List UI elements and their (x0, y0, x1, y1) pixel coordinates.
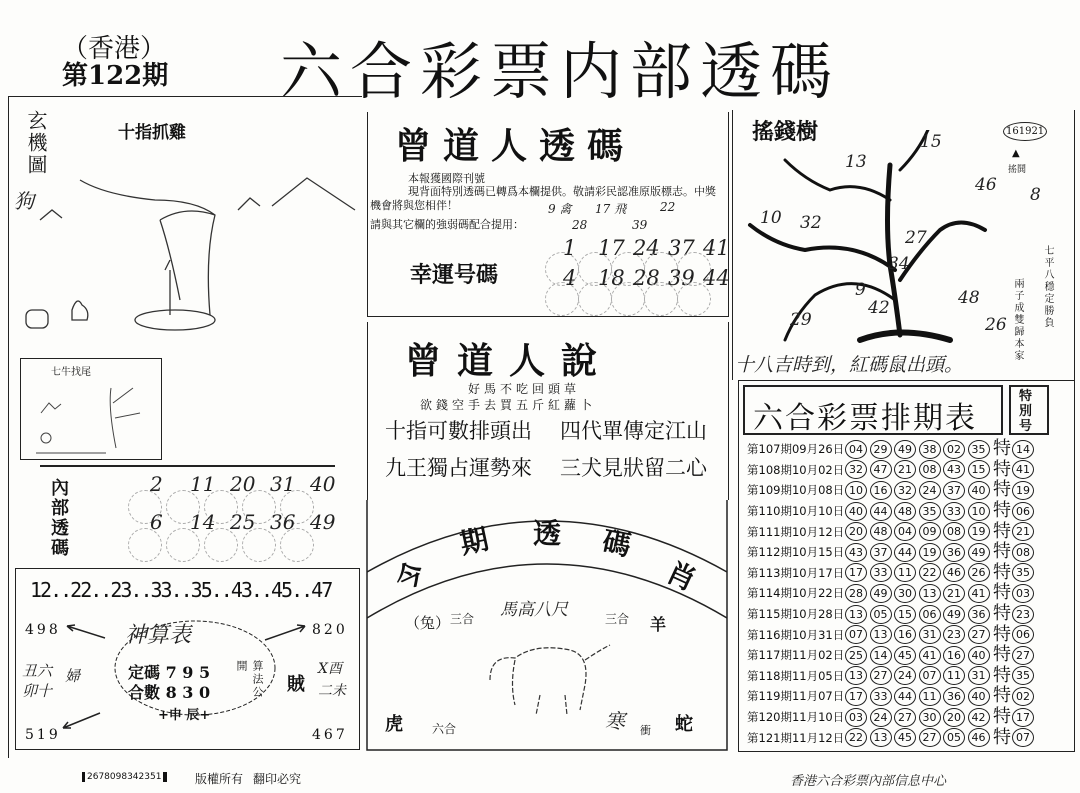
number-ball: 47 (870, 460, 892, 479)
row-label: 第111期10月12日 (747, 524, 845, 539)
tz-title: 曾道人透碼 (395, 125, 636, 167)
calc-bottom-left: 519 (25, 727, 61, 743)
table-row (747, 521, 1037, 542)
inside-number: 20 (230, 472, 256, 496)
number-ball: 24 (894, 666, 916, 685)
puzzle-illustration (10, 160, 360, 350)
special-mark: 特 (993, 685, 1011, 707)
calc-top-left: 498 (25, 622, 61, 638)
lucky-number: 17 (598, 236, 625, 260)
calc-top-right: 820 (312, 622, 348, 638)
number-ball: 32 (894, 481, 916, 500)
special-mark: 特 (993, 726, 1011, 748)
number-ball: 41 (968, 584, 990, 603)
number-ball: 20 (845, 522, 867, 541)
arc-char-4: 碼 (599, 524, 634, 563)
table-row (747, 480, 1037, 501)
zodiac-rabbit: （兔） (405, 614, 451, 632)
puzzle-answer: 狗 (14, 189, 34, 213)
number-ball: 06 (919, 605, 941, 624)
zodiac-cold: 寒 (605, 709, 625, 733)
issue-number: 第122期 (62, 61, 169, 91)
number-ball: 48 (870, 522, 892, 541)
number-ball: 44 (894, 543, 916, 562)
number-ball: 36 (968, 605, 990, 624)
special-ball: 21 (1012, 522, 1034, 541)
lucky-number: 37 (668, 236, 695, 260)
table-row (747, 624, 1037, 645)
special-mark: 特 (993, 561, 1011, 583)
page-title: 六合彩票内部透碼 (280, 35, 841, 108)
number-ball: 48 (894, 502, 916, 521)
row-label: 第114期10月22日 (747, 586, 845, 601)
number-ball: 17 (845, 687, 867, 706)
zodiac-snake: 蛇 (675, 714, 693, 735)
number-ball: 15 (968, 460, 990, 479)
number-ball: 37 (870, 543, 892, 562)
special-ball: 14 (1012, 440, 1034, 459)
number-ball: 36 (943, 543, 965, 562)
stamp-sub: 搖鬨 (1008, 165, 1027, 175)
puzzle-title: 十指抓雞 (118, 123, 186, 143)
number-ball: 27 (968, 625, 990, 644)
sum-code (128, 680, 210, 703)
number-ball: 27 (870, 666, 892, 685)
row-label: 第112期10月15日 (747, 545, 845, 560)
number-ball: 13 (870, 625, 892, 644)
tz-line-2: 現背面特別透碼已轉爲本欄提供。敬請彩民認准原版標志。中獎機會將與您相伴！ (370, 185, 716, 212)
tree-number: 13 (845, 152, 867, 172)
special-ball: 19 (1012, 481, 1034, 500)
number-ball: 41 (919, 646, 941, 665)
number-ball: 31 (919, 625, 941, 644)
stamp: 161921 (1003, 122, 1047, 141)
tree-slogan: 十八吉時到，紅碼鼠出頭。 (735, 354, 964, 376)
handwritten-note: 28 (572, 218, 588, 232)
table-row (747, 460, 1037, 481)
schedule-table (738, 380, 1075, 752)
special-mark: 特 (993, 541, 1011, 563)
tree-number: 27 (905, 228, 927, 248)
number-ball: 43 (845, 543, 867, 562)
row-label: 第119期11月07日 (747, 689, 845, 704)
special-ball: 35 (1012, 563, 1034, 582)
table-row (747, 727, 1037, 748)
number-ball: 44 (894, 687, 916, 706)
number-ball: 23 (943, 625, 965, 644)
number-ball: 05 (870, 605, 892, 624)
special-ball: 08 (1012, 543, 1034, 562)
handwritten-note: 17 飛 (595, 202, 627, 216)
special-mark: 特 (993, 603, 1011, 625)
right-mark: 賊 (287, 674, 305, 695)
number-ball: 07 (845, 625, 867, 644)
row-label: 第110期10月10日 (747, 504, 845, 519)
number-ball: 25 (845, 646, 867, 665)
number-ball: 36 (943, 687, 965, 706)
special-mark: 特 (993, 438, 1011, 460)
special-ball: 07 (1012, 728, 1034, 747)
fixed-label: 定碼 (128, 663, 161, 682)
small-puzzle-box (20, 358, 162, 460)
number-ball: 27 (894, 708, 916, 727)
special-mark: 特 (993, 479, 1011, 501)
table-row (747, 501, 1037, 522)
tree-number: 9 (855, 280, 866, 300)
number-ball: 35 (919, 502, 941, 521)
calc-title: 神算表 (125, 623, 192, 648)
number-ball: 17 (845, 563, 867, 582)
number-ball: 09 (919, 522, 941, 541)
number-ball: 22 (845, 728, 867, 747)
special-ball: 27 (1012, 646, 1034, 665)
number-ball: 16 (894, 625, 916, 644)
arc-char-3: 透 (533, 517, 562, 550)
number-ball: 44 (870, 502, 892, 521)
number-ball: 40 (968, 646, 990, 665)
number-ball: 21 (894, 460, 916, 479)
lucky-number: 1 (563, 236, 577, 260)
tree-title: 搖錢樹 (752, 119, 819, 145)
zodiac-chong: 衝 (640, 724, 651, 737)
number-ball: 26 (968, 563, 990, 582)
special-header-box (1009, 385, 1049, 435)
number-ball: 40 (968, 481, 990, 500)
tree-number: 46 (975, 175, 997, 195)
handwritten-note: 39 (632, 218, 648, 232)
puzzle-label: 玄機圖 (24, 110, 48, 176)
inside-number: 49 (310, 510, 336, 534)
say-line-3: 九王獨占運勢來 (385, 456, 532, 480)
inside-number: 2 (150, 472, 163, 496)
number-ball: 46 (968, 728, 990, 747)
row-label: 第117期11月02日 (747, 648, 845, 663)
stamp-triangle-icon: ▲ (1012, 148, 1020, 159)
table-row (747, 707, 1037, 728)
say-line-4: 三犬見狀留二心 (560, 456, 707, 480)
table-row (747, 542, 1037, 563)
number-ball: 46 (943, 563, 965, 582)
lucky-number: 4 (563, 266, 577, 290)
arc-char-1: 今 (389, 555, 430, 598)
say-title: 曾道人說 (405, 340, 614, 382)
special-ball: 41 (1012, 460, 1034, 479)
number-ball: 19 (968, 522, 990, 541)
number-ball: 38 (919, 440, 941, 459)
zodiac-horse: 馬高八尺 (500, 600, 568, 620)
number-ball: 45 (894, 728, 916, 747)
table-title-box (743, 385, 1003, 435)
small-box-title: 七牛找尾 (51, 367, 91, 378)
lucky-number: 28 (633, 266, 660, 290)
special-ball: 02 (1012, 687, 1034, 706)
number-ball: 10 (845, 481, 867, 500)
number-ball: 33 (870, 687, 892, 706)
number-ball: 08 (919, 460, 941, 479)
tz-line-1: 本報獲國際刊號 (408, 172, 485, 185)
number-ball: 24 (870, 708, 892, 727)
special-ball: 23 (1012, 605, 1034, 624)
lucky-number: 18 (598, 266, 625, 290)
number-ball: 35 (968, 440, 990, 459)
number-ball: 37 (943, 481, 965, 500)
inside-number: 25 (230, 510, 256, 534)
calc-bottom-right: 467 (312, 727, 348, 743)
special-mark: 特 (993, 520, 1011, 542)
number-ball: 13 (845, 605, 867, 624)
number-ball: 15 (894, 605, 916, 624)
special-mark: 特 (993, 706, 1011, 728)
footer-center: 香港六合彩票內部信息中心 (790, 774, 947, 789)
special-ball: 17 (1012, 708, 1034, 727)
number-ball: 11 (943, 666, 965, 685)
tree-number: 42 (868, 298, 890, 318)
number-ball: 05 (943, 728, 965, 747)
tree-vert-1: 七平八穩定勝負 (1042, 245, 1053, 329)
inside-number: 31 (270, 472, 296, 496)
special-mark: 特 (993, 458, 1011, 480)
inside-number: 14 (190, 510, 216, 534)
number-ball: 10 (968, 502, 990, 521)
row-label: 第116期10月31日 (747, 627, 845, 642)
table-row (747, 686, 1037, 707)
rights-text: 版權所有 (195, 772, 244, 786)
table-title: 六合彩票排期表 (753, 401, 977, 436)
table-row (747, 583, 1037, 604)
row-label: 第107期09月26日 (747, 442, 845, 457)
number-ball: 13 (919, 584, 941, 603)
right-note-2: 二未 (318, 683, 346, 699)
inside-label: 內部透碼 (48, 478, 69, 558)
number-ball: 49 (870, 584, 892, 603)
tree-number: 29 (790, 310, 812, 330)
table-row (747, 604, 1037, 625)
handwritten-note: 22 (660, 200, 676, 214)
number-ball: 03 (845, 708, 867, 727)
number-ball: 42 (968, 708, 990, 727)
number-ball: 13 (870, 728, 892, 747)
number-ball: 02 (943, 440, 965, 459)
row-label: 第108期10月02日 (747, 462, 845, 477)
fixed-value: 7 9 5 (165, 663, 211, 682)
number-ball: 49 (894, 440, 916, 459)
arc-char-2: 期 (457, 522, 492, 561)
sum-value: 8 3 0 (165, 683, 211, 702)
number-ball: 49 (943, 605, 965, 624)
region-label: （香港） (62, 34, 167, 64)
number-ball: 22 (919, 563, 941, 582)
table-row (747, 645, 1037, 666)
small-box-illustration (21, 373, 161, 459)
number-ball: 16 (870, 481, 892, 500)
inside-number: 36 (270, 510, 296, 534)
calc-numbers: 12..22..23..33..35..43..45..47 (30, 578, 332, 602)
sum-label: 合數 (128, 683, 161, 702)
say-line-2: 四代單傳定江山 (560, 419, 707, 443)
lucky-number: 41 (703, 236, 730, 260)
left-note-2: 卯十 (22, 682, 53, 700)
tree-number: 48 (958, 288, 980, 308)
lucky-number: 44 (703, 266, 730, 290)
tree-number: 26 (985, 315, 1007, 335)
special-mark: 特 (993, 664, 1011, 686)
lucky-label: 幸運号碼 (410, 262, 499, 288)
left-note-1: 丑六 (22, 662, 53, 680)
no-copy-text: 翻印必究 (253, 772, 302, 786)
elephant-illustration (480, 640, 620, 720)
number-ball: 49 (968, 543, 990, 562)
tz-line-3: 請與其它欄的強弱碼配合提用： (370, 218, 524, 231)
tree-number: 32 (800, 213, 822, 233)
zodiac-sheep: 羊 (650, 615, 667, 634)
left-note-3: 婦 (65, 667, 81, 685)
number-ball: 14 (870, 646, 892, 665)
number-ball: 07 (919, 666, 941, 685)
number-ball: 24 (919, 481, 941, 500)
special-ball: 35 (1012, 666, 1034, 685)
number-ball: 16 (943, 646, 965, 665)
table-row (747, 563, 1037, 584)
number-ball: 21 (943, 584, 965, 603)
lucky-number: 24 (633, 236, 660, 260)
special-ball: 06 (1012, 625, 1034, 644)
handwritten-note: 9 禽 (548, 202, 572, 216)
barcode: 2678098342351 (82, 772, 167, 782)
special-mark: 特 (993, 623, 1011, 645)
divider (40, 465, 335, 467)
number-ball: 04 (845, 440, 867, 459)
right-note-1: X酉 (318, 661, 342, 677)
number-ball: 13 (845, 666, 867, 685)
row-label: 第120期11月10日 (747, 710, 845, 725)
zodiac-liuhe: 六合 (432, 722, 457, 736)
number-ball: 32 (845, 460, 867, 479)
table-row (747, 439, 1037, 460)
say-sub-1: 好馬不吃回頭草 (468, 382, 581, 396)
special-mark: 特 (993, 582, 1011, 604)
tree-number: 10 (760, 208, 782, 228)
number-ball: 33 (943, 502, 965, 521)
row-label: 第118期11月05日 (747, 668, 845, 683)
tree-vert-2: 兩子成雙歸本家 (1012, 278, 1023, 362)
number-ball: 40 (968, 687, 990, 706)
inside-number: 6 (150, 510, 163, 534)
row-label: 第109期10月08日 (747, 483, 845, 498)
tree-number: 34 (888, 254, 910, 274)
number-ball: 31 (968, 666, 990, 685)
tree-number: 15 (920, 132, 942, 152)
calc-zodiac: +申 辰+ (158, 708, 211, 723)
number-ball: 33 (870, 563, 892, 582)
arc-char-5: 肖 (661, 555, 702, 598)
say-line-1: 十指可數排頭出 (385, 419, 532, 443)
row-label: 第121期11月12日 (747, 730, 845, 745)
number-ball: 28 (845, 584, 867, 603)
tree-number: 8 (1030, 185, 1041, 205)
inside-number: 11 (190, 472, 216, 496)
number-ball: 30 (894, 584, 916, 603)
number-ball: 11 (894, 563, 916, 582)
number-ball: 04 (894, 522, 916, 541)
number-ball: 08 (943, 522, 965, 541)
number-ball: 11 (919, 687, 941, 706)
special-mark: 特 (993, 500, 1011, 522)
special-ball: 06 (1012, 502, 1034, 521)
number-ball: 29 (870, 440, 892, 459)
inside-number: 40 (310, 472, 336, 496)
special-ball: 03 (1012, 584, 1034, 603)
row-label: 第113期10月17日 (747, 565, 845, 580)
special-header: 特別号 (1019, 389, 1033, 434)
number-ball: 45 (894, 646, 916, 665)
lucky-number: 39 (668, 266, 695, 290)
special-mark: 特 (993, 644, 1011, 666)
number-ball: 19 (919, 543, 941, 562)
table-row (747, 666, 1037, 687)
number-ball: 40 (845, 502, 867, 521)
say-sub-2: 欲錢空手去買五斤紅蘿卜 (420, 398, 597, 412)
number-ball: 43 (943, 460, 965, 479)
zodiac-sanhe-1: 三合 (450, 612, 475, 626)
number-ball: 30 (919, 708, 941, 727)
zodiac-sanhe-2: 三合 (605, 612, 630, 626)
row-label: 第115期10月28日 (747, 607, 845, 622)
calc-method: 算法公開 (235, 660, 264, 699)
number-ball: 20 (943, 708, 965, 727)
number-circle (280, 528, 314, 562)
number-ball: 27 (919, 728, 941, 747)
zodiac-tiger: 虎 (385, 714, 403, 735)
